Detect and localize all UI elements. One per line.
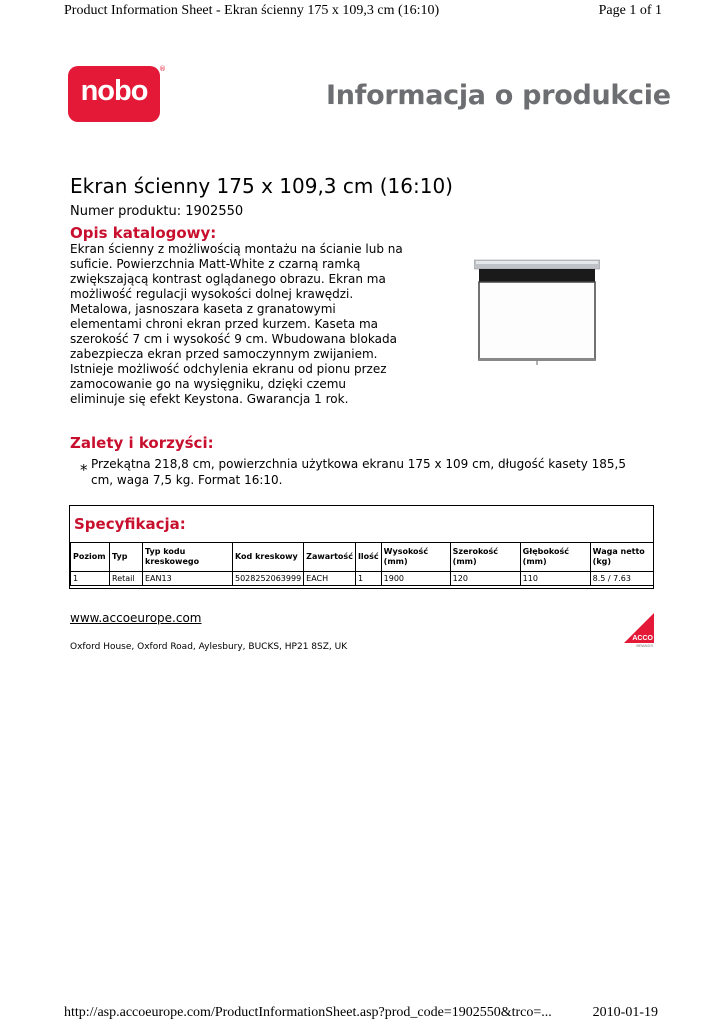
catalog-line: Istnieje możliwość odchylenia ekranu od pionu przez bbox=[70, 362, 387, 376]
spec-cell: 5028252063999 bbox=[233, 572, 304, 586]
browser-header-page: Page 1 of 1 bbox=[598, 3, 662, 18]
catalog-line: zabezpiecza ekran przed samoczynnym zwijaniem. bbox=[70, 347, 378, 361]
spec-heading: Specyfikacja: bbox=[74, 515, 186, 533]
spec-cell: 110 bbox=[520, 572, 590, 586]
spec-cell: 8.5 / 7.63 bbox=[590, 572, 653, 586]
catalog-line: szerokość 7 cm i wysokość 9 cm. Wbudowana blokada bbox=[70, 332, 397, 346]
bullet-asterisk: * bbox=[80, 461, 88, 479]
spec-header-cell: Szerokość (mm) bbox=[450, 543, 520, 572]
catalog-line: eliminuje się efekt Keystona. Gwarancja 1 rok. bbox=[70, 392, 349, 406]
catalog-line: zwiększającą kontrast oglądanego obrazu. Ekran ma bbox=[70, 272, 386, 286]
company-address: Oxford House, Oxford Road, Aylesbury, BUCKS, HP21 8SZ, UK bbox=[70, 642, 348, 652]
spec-cell: Retail bbox=[110, 572, 143, 586]
spec-cell: 120 bbox=[450, 572, 520, 586]
spec-header-cell: Głębokość (mm) bbox=[520, 543, 590, 572]
footer-date: 2010-01-19 bbox=[592, 1005, 658, 1020]
product-number: Numer produktu: 1902550 bbox=[70, 204, 244, 219]
spec-cell: 1 bbox=[355, 572, 381, 586]
spec-header-cell: Kod kreskowy bbox=[233, 543, 304, 572]
spec-header-cell: Ilość bbox=[355, 543, 381, 572]
catalog-line: Ekran ścienny z możliwością montażu na ścianie lub na bbox=[70, 242, 403, 256]
browser-header-title: Product Information Sheet - Ekran ścienny 175 x 109,3 cm (16:10) bbox=[64, 3, 440, 18]
nobo-logo-text: nobo bbox=[80, 75, 148, 107]
acco-logo-sub: BRANDS bbox=[636, 643, 653, 647]
nobo-logo bbox=[68, 66, 160, 122]
catalog-line: możliwość regulacji wysokości dolnej krawędzi. bbox=[70, 287, 354, 301]
spec-header-cell: Zawartość bbox=[304, 543, 356, 572]
spec-cell: EAN13 bbox=[143, 572, 233, 586]
spec-cell: 1 bbox=[71, 572, 110, 586]
website-link[interactable]: www.accoeurope.com bbox=[70, 611, 202, 625]
spec-table bbox=[70, 542, 654, 586]
benefits-text bbox=[91, 456, 651, 488]
spec-cell: EACH bbox=[304, 572, 356, 586]
spec-cell: 1900 bbox=[381, 572, 450, 586]
benefit-line: cm, waga 7,5 kg. Format 16:10. bbox=[91, 473, 283, 487]
registered-mark: ® bbox=[159, 65, 166, 73]
footer-url: http://asp.accoeurope.com/ProductInformationSheet.asp?prod_code=1902550&trco=... bbox=[64, 1005, 552, 1020]
projection-screen-image bbox=[474, 254, 600, 368]
acco-logo-text: ACCO bbox=[632, 635, 653, 642]
benefit-line: Przekątna 218,8 cm, powierzchnia użytkowa ekranu 175 x 109 cm, długość kasety 185,5 bbox=[91, 457, 626, 471]
catalog-line: zamocowanie go na wysięgniku, dzięki czemu bbox=[70, 377, 347, 391]
spec-header-row bbox=[71, 543, 654, 572]
spec-header-cell: Wysokość (mm) bbox=[381, 543, 450, 572]
catalog-heading: Opis katalogowy: bbox=[70, 224, 217, 242]
product-name: Ekran ścienny 175 x 109,3 cm (16:10) bbox=[70, 174, 453, 198]
spec-header-cell: Typ bbox=[110, 543, 143, 572]
catalog-description bbox=[70, 242, 425, 407]
table-row bbox=[71, 572, 654, 586]
acco-brands-logo bbox=[624, 613, 654, 647]
document-title: Informacja o produkcie bbox=[326, 80, 671, 111]
spec-header-cell: Waga netto (kg) bbox=[590, 543, 653, 572]
catalog-line: suficie. Powierzchnia Matt-White z czarną ramką bbox=[70, 257, 361, 271]
spec-header-cell: Poziom bbox=[71, 543, 110, 572]
catalog-line: Metalowa, jasnoszara kaseta z granatowymi bbox=[70, 302, 336, 316]
benefits-heading: Zalety i korzyści: bbox=[70, 434, 214, 452]
spec-header-cell: Typ kodu kreskowego bbox=[143, 543, 233, 572]
catalog-line: elementami chroni ekran przed kurzem. Kaseta ma bbox=[70, 317, 379, 331]
